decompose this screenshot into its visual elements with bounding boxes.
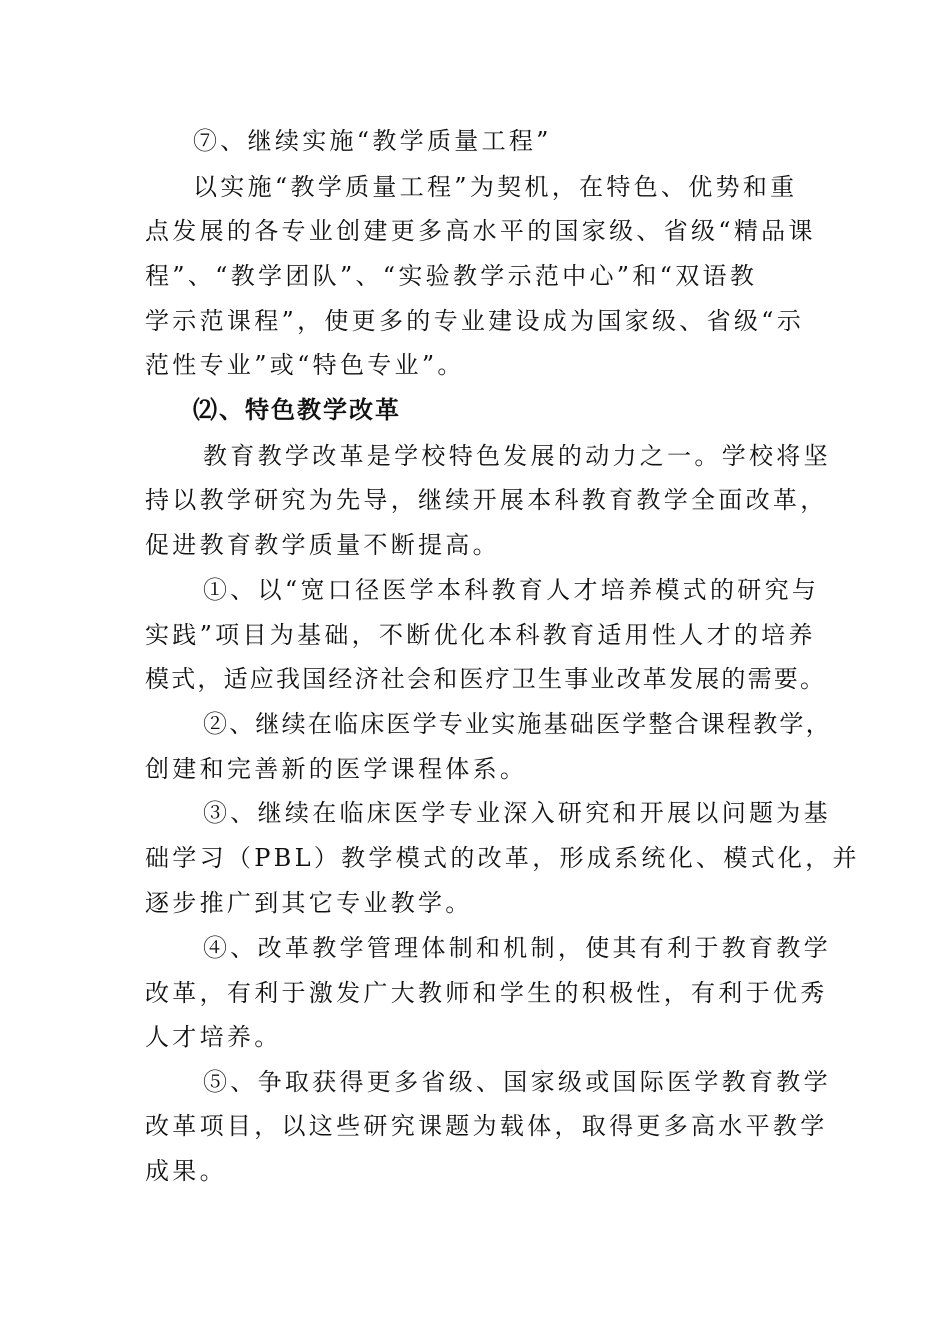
item-2-line-1: ②、继续在临床医学专业实施基础医学整合课程教学， xyxy=(203,710,832,738)
item-3-line-3: 逐步推广到其它专业教学。 xyxy=(145,889,473,917)
para-7-line-5: 范性专业”或“特色专业”。 xyxy=(145,351,465,379)
item-5-line-1: ⑤、争取获得更多省级、国家级或国际医学教育教学 xyxy=(203,1068,831,1096)
item-5-line-3: 成果。 xyxy=(145,1157,227,1185)
item-4-line-3: 人才培养。 xyxy=(145,1023,282,1051)
item-2-line-2: 创建和完善新的医学课程体系。 xyxy=(145,755,528,783)
item-1-line-2: 实践”项目为基础，不断优化本科教育适用性人才的培养 xyxy=(145,621,816,649)
intro-line-3: 促进教育教学质量不断提高。 xyxy=(145,531,500,559)
item-1-line-3: 模式，适应我国经济社会和医疗卫生事业改革发展的需要。 xyxy=(145,665,827,693)
item-4-line-2: 改革，有利于激发广大教师和学生的积极性，有利于优秀 xyxy=(145,979,828,1007)
intro-line-2: 持以教学研究为先导，继续开展本科教育教学全面改革， xyxy=(145,486,828,514)
item-3-line-2: 础学习（PBL）教学模式的改革，形成系统化、模式化，并 xyxy=(145,844,860,872)
item-1-line-1: ①、以“宽口径医学本科教育人才培养模式的研究与 xyxy=(203,576,820,604)
item-5-line-2: 改革项目，以这些研究课题为载体，取得更多高水平教学 xyxy=(145,1112,828,1140)
para-7-line-2: 点发展的各专业创建更多高水平的国家级、省级“精品课 xyxy=(145,217,816,245)
item-4-line-1: ④、改革教学管理体制和机制，使其有利于教育教学 xyxy=(203,934,831,962)
item-3-line-1: ③、继续在临床医学专业深入研究和开展以问题为基 xyxy=(203,799,831,827)
para-7-line-3: 程”、“教学团队”、“实验教学示范中心”和“双语教 xyxy=(145,262,758,290)
section-7-title: ⑦、继续实施“教学质量工程” xyxy=(193,127,552,155)
section-heading-2: ⑵、特色教学改革 xyxy=(193,395,401,424)
para-7-line-1: 以实施“教学质量工程”为契机，在特色、优势和重 xyxy=(193,173,798,201)
intro-line-1: 教育教学改革是学校特色发展的动力之一。学校将坚 xyxy=(203,442,831,470)
para-7-line-4: 学示范课程”，使更多的专业建设成为国家级、省级“示 xyxy=(145,307,805,335)
